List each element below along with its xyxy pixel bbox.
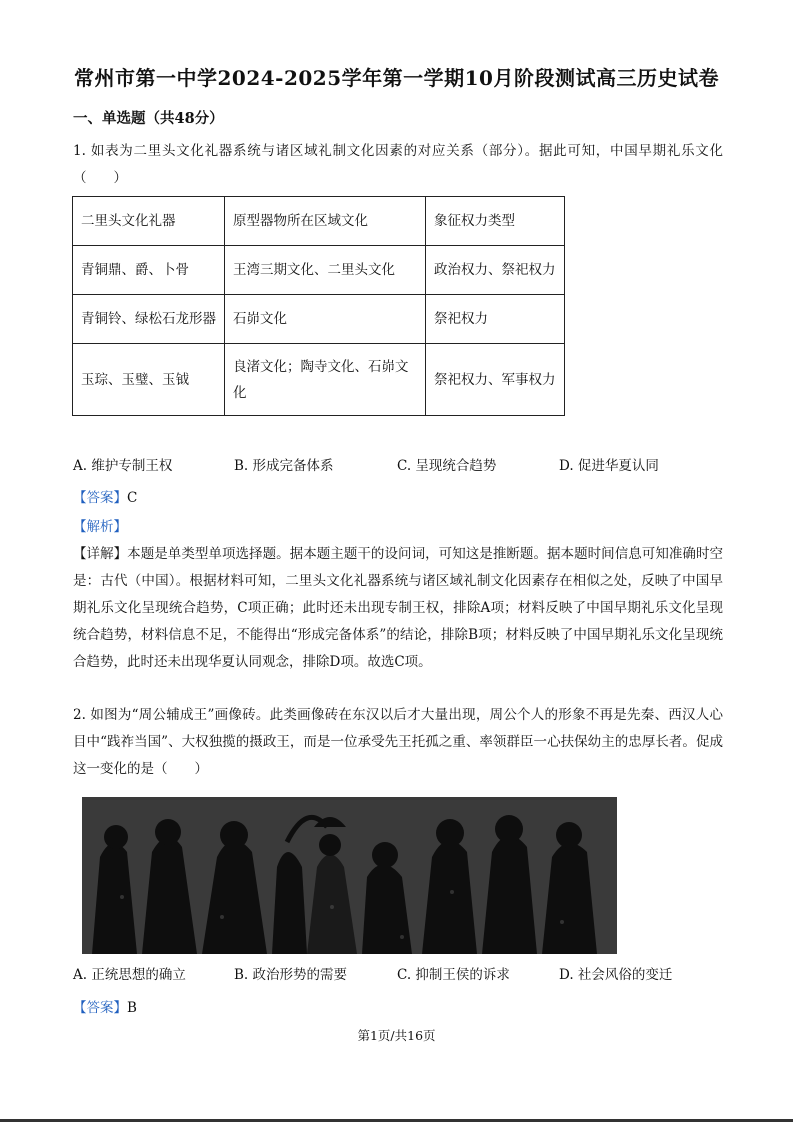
analysis-tag: 【解析】 [73, 519, 127, 535]
answer-value: C [127, 490, 138, 506]
table-cell: 青铜鼎、爵、卜骨 [73, 246, 225, 295]
table-cell: 良渚文化；陶寺文化、石峁文化 [225, 344, 426, 416]
table-cell: 象征权力类型 [426, 197, 565, 246]
option-d: D. 促进华夏认同 [559, 458, 659, 474]
q1-stem: 1. 如表为二里头文化礼器系统与诸区域礼制文化因素的对应关系（部分）。据此可知，中国早期礼乐文化（ ） [73, 143, 723, 186]
table-row [73, 295, 565, 344]
table-row [73, 344, 565, 416]
table-cell: 王湾三期文化、二里头文化 [225, 246, 426, 295]
answer-tag: 【答案】 [73, 490, 127, 506]
table-cell: 祭祀权力、军事权力 [426, 344, 565, 416]
detail-tag: 【详解】 [73, 546, 128, 562]
option-a: A. 维护专制王权 [73, 458, 173, 474]
table-cell: 原型器物所在区域文化 [225, 197, 426, 246]
option-d: D. 社会风俗的变迁 [559, 967, 673, 983]
q1-detail [73, 541, 723, 676]
answer-tag: 【答案】 [73, 1000, 127, 1016]
table-row [73, 197, 565, 246]
option-b: B. 政治形势的需要 [234, 967, 348, 983]
table-row [73, 246, 565, 295]
table-cell: 石峁文化 [225, 295, 426, 344]
table-cell: 二里头文化礼器 [73, 197, 225, 246]
q1-answer [73, 486, 137, 506]
q2-answer [73, 996, 137, 1016]
page-footer: 第1页/共16页 [357, 1028, 436, 1043]
option-c: C. 呈现统合趋势 [397, 458, 497, 474]
answer-value: B [127, 1000, 137, 1016]
table-cell: 青铜铃、绿松石龙形器 [73, 295, 225, 344]
q1-table [72, 196, 565, 416]
q2-figure-rubbing [82, 797, 617, 954]
rubbing-image [82, 797, 617, 954]
option-c: C. 抑制王侯的诉求 [397, 967, 510, 983]
option-a: A. 正统思想的确立 [73, 967, 186, 983]
section-heading: 一、单选题（共48分） [73, 110, 224, 127]
detail-text: 本题是单类型单项选择题。据本题主题干的设问词，可知这是推断题。据本题时间信息可知准确时空是：古代（中国）。根据材料可知，二里头文化礼器系统与诸区域礼制文化因素存在相似之处，反映了中国早期礼乐文化呈现统合趋势，C项正确；此时还未出现专制王权，排除A项；材料反映了中国早期礼乐文化呈现统合趋势，材料信息不足，不能得出“形成完备体系”的结论，排除B项；材料反映了中国早期礼乐文化呈现统合趋势，此时还未出现华夏认同观念，排除D项。故选C项。 [73, 546, 724, 670]
table-cell: 祭祀权力 [426, 295, 565, 344]
table-cell: 玉琮、玉璧、玉钺 [73, 344, 225, 416]
option-b: B. 形成完备体系 [234, 458, 334, 474]
page-title: 常州市第一中学2024-2025学年第一学期10月阶段测试高三历史试卷 [74, 66, 719, 90]
q1-analysis [73, 515, 127, 535]
q2-stem: 2. 如图为“周公辅成王”画像砖。此类画像砖在东汉以后才大量出现，周公个人的形象不再是先秦、西汉人心目中“践祚当国”、大权独揽的摄政王，而是一位承受先王托孤之重、率领群臣一心扶保幼主的忠厚长者。促成这一变化的是（ ） [73, 707, 723, 777]
table-cell: 政治权力、祭祀权力 [426, 246, 565, 295]
